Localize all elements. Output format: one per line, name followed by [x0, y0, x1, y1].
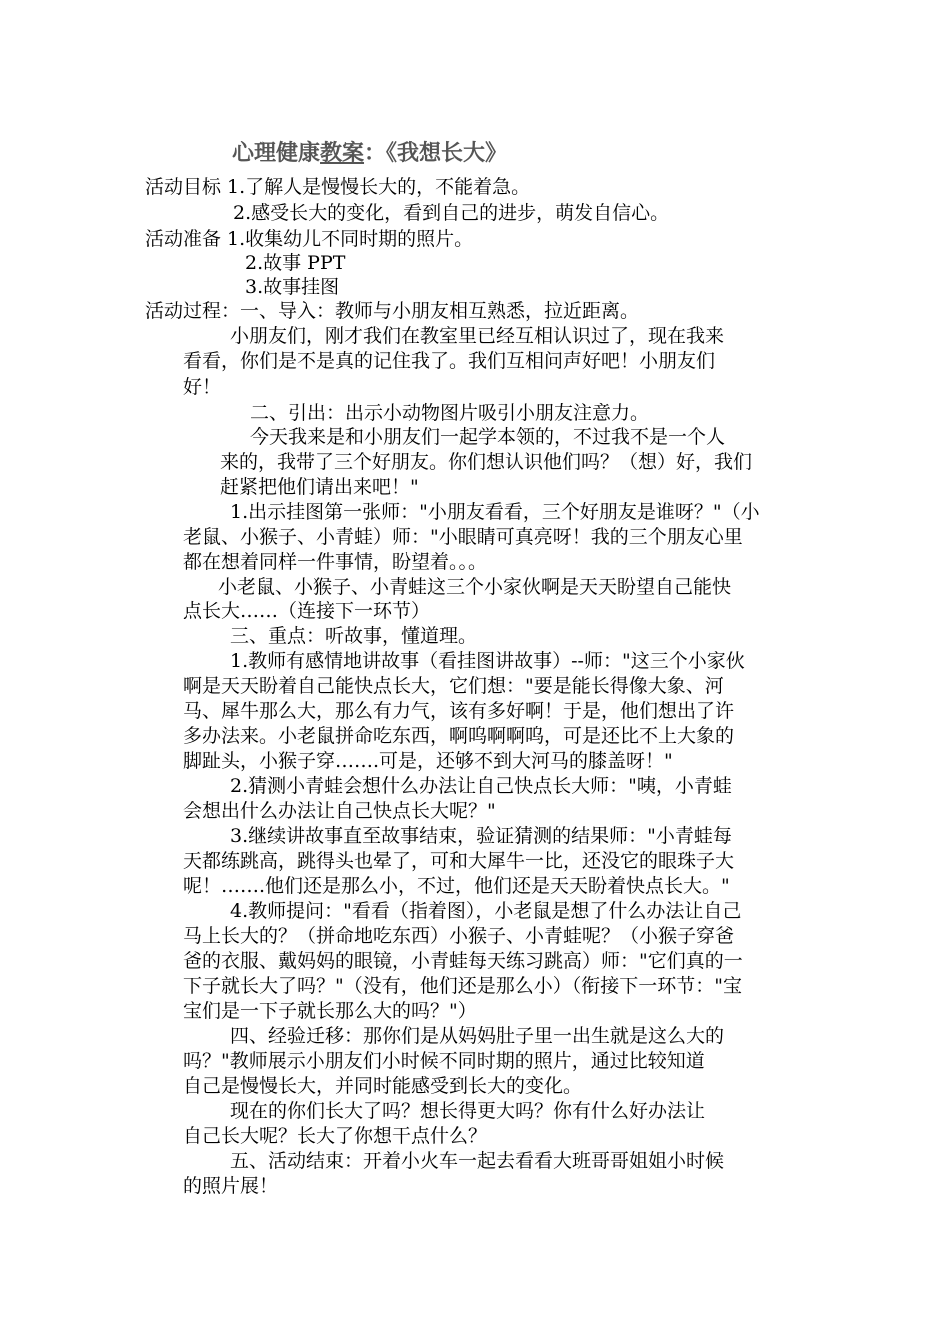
paragraph-line: 赶紧把他们请出来吧！"	[220, 476, 419, 498]
paragraph-line: 今天我来是和小朋友们一起学本领的，不过我不是一个人	[250, 426, 726, 448]
section-heading-2: 二、引出：出示小动物图片吸引小朋友注意力。	[250, 402, 650, 424]
paragraph-line: 都在想着同样一件事情，盼望着。。。	[183, 551, 488, 573]
title-underlined: 教案	[320, 140, 365, 166]
paragraph-line: 下子就长大了吗？"（没有，他们还是那么小）（衔接下一环节："宝	[183, 975, 742, 997]
paragraph-line: 脚趾头，小猴子穿…….可是，还够不到大河马的膝盖呀！"	[183, 750, 673, 772]
section-heading-4: 四、经验迁移：那你们是从妈妈肚子里一出生就是这么大的	[230, 1025, 725, 1047]
process-heading: 活动过程：一、导入：教师与小朋友相互熟悉，拉近距离。	[145, 300, 640, 322]
paragraph-line: 2.猜测小青蛙会想什么办法让自己快点长大师："咦，小青蛙	[230, 775, 732, 797]
paragraph-line: 1.教师有感情地讲故事（看挂图讲故事）--师："这三个小家伙	[230, 650, 745, 672]
paragraph-line: 自己是慢慢长大，并同时能感受到长大的变化。	[183, 1075, 583, 1097]
paragraph-line: 现在的你们长大了吗？想长得更大吗？你有什么好办法让	[230, 1100, 706, 1122]
paragraph-line: 老鼠、小猴子、小青蛙）师："小眼睛可真亮呀！我的三个朋友心里	[183, 526, 743, 548]
paragraph-line: 小朋友们，刚才我们在教室里已经互相认识过了，现在我来	[230, 325, 725, 347]
section-heading-5: 五、活动结束：开着小火车一起去看看大班哥哥姐姐小时候	[230, 1150, 725, 1172]
paragraph-line: 看看，你们是不是真的记住我了。我们互相问声好吧！小朋友们	[183, 350, 716, 372]
preparation-line-1: 活动准备 1.收集幼儿不同时期的照片。	[145, 228, 474, 250]
paragraph-line: 吗？"教师展示小朋友们小时候不同时期的照片，通过比较知道	[183, 1050, 705, 1072]
paragraph-line: 会想出什么办法让自己快点长大呢？"	[183, 800, 496, 822]
paragraph-line: 宝们是一下子就长那么大的吗？"）	[183, 1000, 477, 1022]
preparation-line-2: 2.故事 PPT	[245, 252, 346, 274]
paragraph-line: 点长大……（连接下一环节）	[183, 600, 431, 622]
paragraph-line: 的照片展！	[183, 1175, 279, 1197]
title-suffix: ：《我想长大》	[364, 140, 508, 166]
paragraph-line: 3.继续讲故事直至故事结束，验证猜测的结果师："小青蛙每	[230, 825, 732, 847]
preparation-line-3: 3.故事挂图	[245, 276, 340, 298]
title-prefix: 心理健康	[232, 140, 321, 166]
document-title	[232, 136, 507, 167]
paragraph-line: 1.出示挂图第一张师："小朋友看看，三个好朋友是谁呀？"（小	[230, 501, 760, 523]
objective-line-2: 2.感受长大的变化，看到自己的进步，萌发自信心。	[233, 202, 670, 224]
paragraph-line: 爸的衣服、戴妈妈的眼镜，小青蛙每天练习跳高）师："它们真的一	[183, 950, 743, 972]
paragraph-line: 马、犀牛那么大，那么有力气，该有多好啊！于是，他们想出了许	[183, 700, 735, 722]
paragraph-line: 来的，我带了三个好朋友。你们想认识他们吗？（想）好，我们	[220, 451, 753, 473]
paragraph-line: 啊是天天盼着自己能快点长大，它们想："要是能长得像大象、河	[183, 675, 724, 697]
paragraph-line: 呢！…….他们还是那么小，不过，他们还是天天盼着快点长大。"	[183, 875, 730, 897]
paragraph-line: 马上长大的？（拼命地吃东西）小猴子、小青蛙呢？（小猴子穿爸	[183, 925, 735, 947]
section-heading-3: 三、重点：听故事，懂道理。	[230, 625, 478, 647]
paragraph-line: 多办法来。小老鼠拼命吃东西，啊呜啊啊呜，可是还比不上大象的	[183, 725, 735, 747]
objective-line-1: 活动目标 1.了解人是慢慢长大的，不能着急。	[145, 176, 531, 198]
paragraph-line: 小老鼠、小猴子、小青蛙这三个小家伙啊是天天盼望自己能快	[218, 576, 732, 598]
paragraph-line: 天都练跳高，跳得头也晕了，可和大犀牛一比，还没它的眼珠子大	[183, 850, 735, 872]
paragraph-line: 好！	[183, 376, 222, 398]
paragraph-line: 自己长大呢？长大了你想干点什么？	[183, 1125, 488, 1147]
paragraph-line: 4.教师提问："看看（指着图），小老鼠是想了什么办法让自己	[230, 900, 742, 922]
